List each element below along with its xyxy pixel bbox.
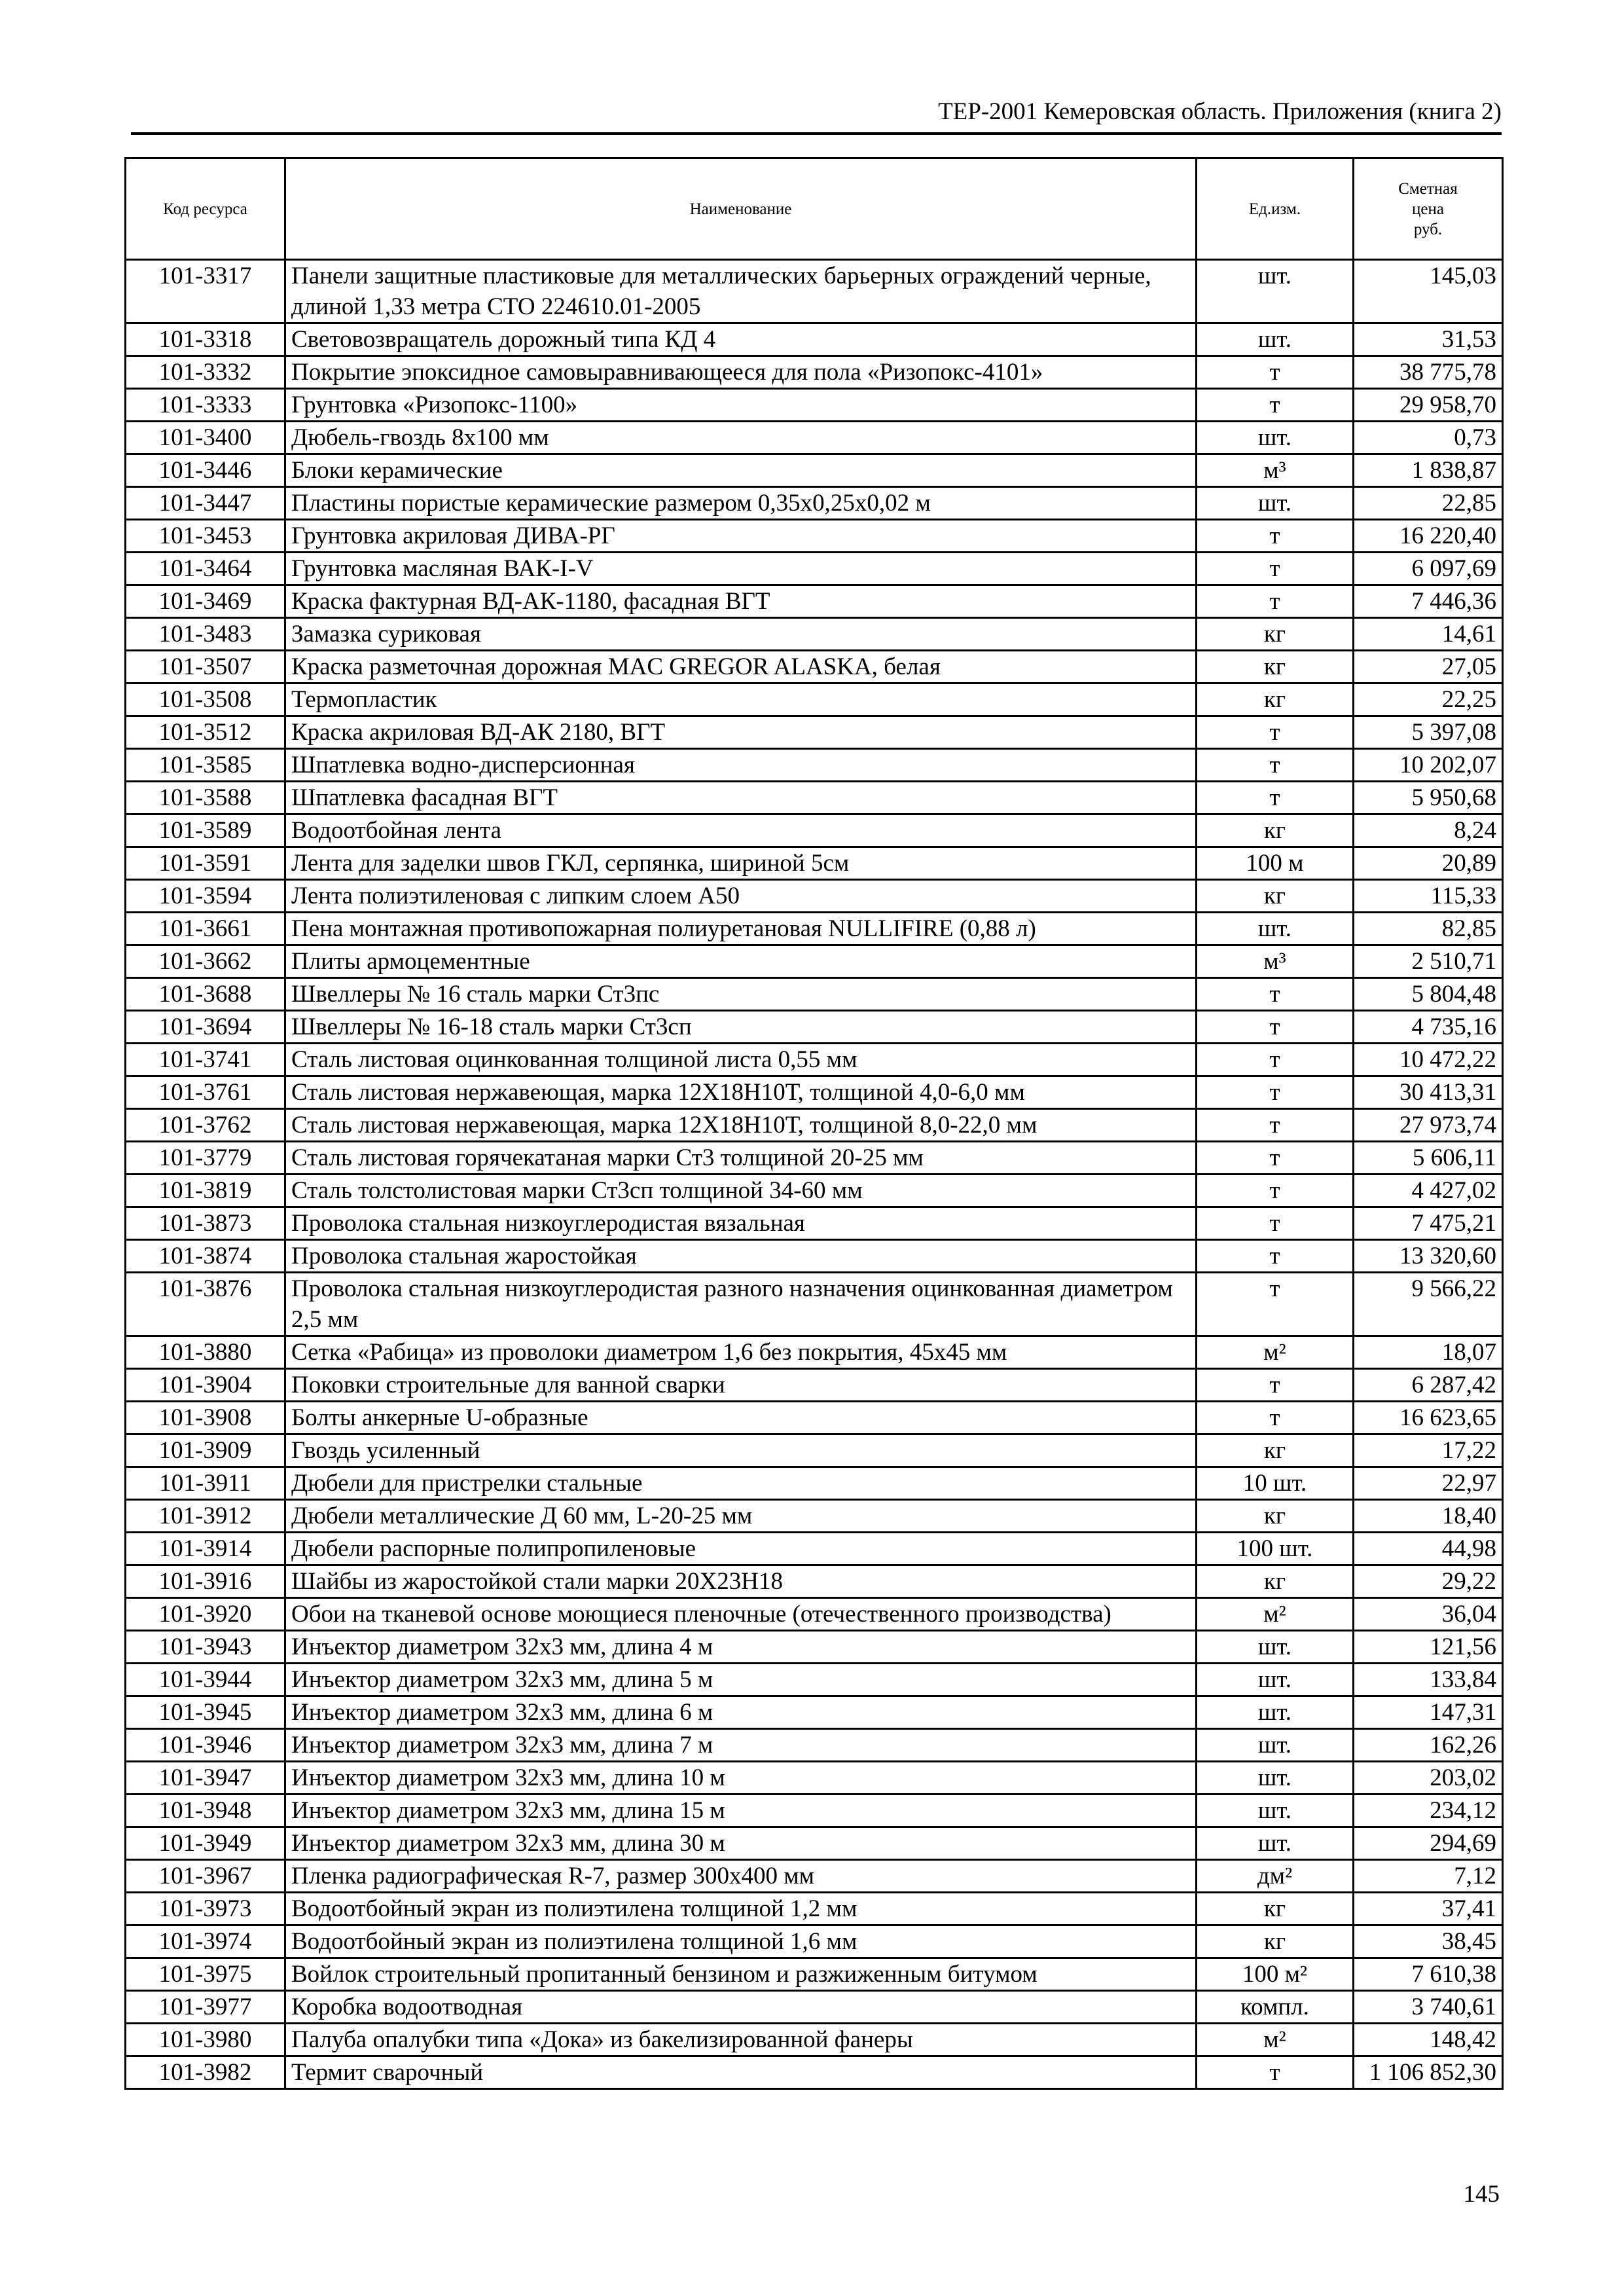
row-unit: шт. [1197,487,1354,520]
row-code: 101-3400 [126,422,285,454]
row-name: Термопластик [285,683,1197,716]
row-code: 101-3949 [126,1827,285,1860]
row-code: 101-3594 [126,880,285,913]
table-row [126,1369,1503,1402]
table-row [126,1533,1503,1565]
row-unit: шт. [1197,422,1354,454]
table-row [126,356,1503,389]
row-code: 101-3694 [126,1011,285,1044]
row-name: Световозвращатель дорожный типа КД 4 [285,323,1197,356]
row-code: 101-3318 [126,323,285,356]
row-name: Замазка суриковая [285,618,1197,651]
column-header-name: Наименование [285,158,1197,260]
table-row [126,651,1503,683]
row-unit: м² [1197,1598,1354,1631]
table-row [126,1273,1503,1336]
row-name: Швеллеры № 16-18 сталь марки Ст3сп [285,1011,1197,1044]
row-unit: т [1197,520,1354,553]
row-code: 101-3469 [126,585,285,618]
row-code: 101-3948 [126,1795,285,1827]
table-row [126,422,1503,454]
row-price: 37,41 [1354,1893,1503,1925]
row-name: Палуба опалубки типа «Дока» из бакелизированной фанеры [285,2024,1197,2056]
row-price: 133,84 [1354,1664,1503,1696]
row-name: Шпатлевка фасадная ВГТ [285,782,1197,814]
row-code: 101-3447 [126,487,285,520]
row-price: 29,22 [1354,1565,1503,1598]
row-unit: шт. [1197,1762,1354,1795]
column-header-price-line1: Сметная [1398,179,1458,198]
table-row [126,1467,1503,1500]
row-price: 22,85 [1354,487,1503,520]
row-name: Дюбели распорные полипропиленовые [285,1533,1197,1565]
row-price: 234,12 [1354,1795,1503,1827]
row-name: Дюбель-гвоздь 8х100 мм [285,422,1197,454]
row-code: 101-3911 [126,1467,285,1500]
row-code: 101-3880 [126,1336,285,1369]
row-code: 101-3446 [126,454,285,487]
row-price: 4 735,16 [1354,1011,1503,1044]
row-name: Инъектор диаметром 32х3 мм, длина 10 м [285,1762,1197,1795]
row-unit: т [1197,389,1354,422]
row-price: 7,12 [1354,1860,1503,1893]
row-unit: т [1197,782,1354,814]
row-name: Войлок строительный пропитанный бензином и разжиженным битумом [285,1958,1197,1991]
column-header-price-line2: цена [1412,200,1444,218]
row-price: 5 397,08 [1354,716,1503,749]
row-code: 101-3973 [126,1893,285,1925]
table-row [126,1109,1503,1142]
row-code: 101-3317 [126,260,285,323]
row-unit: кг [1197,618,1354,651]
table-row [126,1434,1503,1467]
row-price: 22,25 [1354,683,1503,716]
row-unit: кг [1197,683,1354,716]
row-name: Краска акриловая ВД-АК 2180, ВГТ [285,716,1197,749]
row-code: 101-3945 [126,1696,285,1729]
row-price: 22,97 [1354,1467,1503,1500]
table-row [126,1958,1503,1991]
table-row [126,1142,1503,1175]
row-price: 17,22 [1354,1434,1503,1467]
table-header-row [126,158,1503,260]
row-unit: кг [1197,1434,1354,1467]
row-code: 101-3908 [126,1402,285,1434]
row-code: 101-3944 [126,1664,285,1696]
row-price: 10 472,22 [1354,1044,1503,1076]
table-row [126,1827,1503,1860]
row-price: 6 097,69 [1354,553,1503,585]
row-price: 148,42 [1354,2024,1503,2056]
table-row [126,553,1503,585]
row-price: 145,03 [1354,260,1503,323]
row-price: 16 623,65 [1354,1402,1503,1434]
table-row [126,1240,1503,1273]
row-code: 101-3761 [126,1076,285,1109]
table-row [126,585,1503,618]
table-row [126,945,1503,978]
table-row [126,1729,1503,1762]
row-unit: шт. [1197,260,1354,323]
row-code: 101-3512 [126,716,285,749]
row-name: Пленка радиографическая R-7, размер 300х400 мм [285,1860,1197,1893]
row-unit: м³ [1197,454,1354,487]
row-price: 14,61 [1354,618,1503,651]
row-code: 101-3967 [126,1860,285,1893]
row-name: Инъектор диаметром 32х3 мм, длина 7 м [285,1729,1197,1762]
row-unit: 100 м [1197,847,1354,880]
row-unit: т [1197,2056,1354,2089]
row-code: 101-3483 [126,618,285,651]
column-header-price [1354,158,1503,260]
row-unit: м² [1197,1336,1354,1369]
table-row [126,1925,1503,1958]
row-price: 8,24 [1354,814,1503,847]
row-price: 7 446,36 [1354,585,1503,618]
row-price: 10 202,07 [1354,749,1503,782]
row-name: Инъектор диаметром 32х3 мм, длина 5 м [285,1664,1197,1696]
row-name: Плиты армоцементные [285,945,1197,978]
row-code: 101-3589 [126,814,285,847]
row-code: 101-3914 [126,1533,285,1565]
row-name: Панели защитные пластиковые для металлических барьерных ограждений черные, длиной 1,33 метра СТО 224610.01-2005 [285,260,1197,323]
row-price: 115,33 [1354,880,1503,913]
row-price: 1 106 852,30 [1354,2056,1503,2089]
table-row [126,1598,1503,1631]
row-name: Швеллеры № 16 сталь марки Ст3пс [285,978,1197,1011]
row-price: 294,69 [1354,1827,1503,1860]
row-name: Инъектор диаметром 32х3 мм, длина 30 м [285,1827,1197,1860]
row-name: Водоотбойный экран из полиэтилена толщиной 1,2 мм [285,1893,1197,1925]
row-name: Обои на тканевой основе моющиеся пленочные (отечественного производства) [285,1598,1197,1631]
row-name: Болты анкерные U-образные [285,1402,1197,1434]
table-row [126,618,1503,651]
column-header-price-line3: руб. [1413,220,1443,238]
row-price: 44,98 [1354,1533,1503,1565]
row-unit: т [1197,1273,1354,1336]
row-code: 101-3920 [126,1598,285,1631]
row-code: 101-3947 [126,1762,285,1795]
row-unit: т [1197,1109,1354,1142]
row-name: Шпатлевка водно-дисперсионная [285,749,1197,782]
row-name: Сталь листовая горячекатаная марки Ст3 толщиной 20-25 мм [285,1142,1197,1175]
row-unit: кг [1197,1565,1354,1598]
row-unit: дм² [1197,1860,1354,1893]
row-unit: кг [1197,880,1354,913]
row-name: Сталь листовая оцинкованная толщиной листа 0,55 мм [285,1044,1197,1076]
row-name: Инъектор диаметром 32х3 мм, длина 15 м [285,1795,1197,1827]
table-row [126,1011,1503,1044]
row-unit: шт. [1197,1696,1354,1729]
table-row [126,1207,1503,1240]
row-name: Коробка водоотводная [285,1991,1197,2024]
row-name: Грунтовка акриловая ДИВА-РГ [285,520,1197,553]
row-unit: 10 шт. [1197,1467,1354,1500]
row-price: 36,04 [1354,1598,1503,1631]
row-unit: шт. [1197,1795,1354,1827]
row-code: 101-3912 [126,1500,285,1533]
table-row [126,1696,1503,1729]
row-unit: т [1197,1207,1354,1240]
table-row [126,454,1503,487]
row-name: Дюбели металлические Д 60 мм, L-20-25 мм [285,1500,1197,1533]
table-row [126,487,1503,520]
row-code: 101-3762 [126,1109,285,1142]
row-price: 2 510,71 [1354,945,1503,978]
row-code: 101-3333 [126,389,285,422]
row-price: 5 950,68 [1354,782,1503,814]
table-row [126,847,1503,880]
row-name: Грунтовка «Ризопокс-1100» [285,389,1197,422]
table-row [126,1500,1503,1533]
row-code: 101-3946 [126,1729,285,1762]
row-name: Лента для заделки швов ГКЛ, серпянка, шириной 5см [285,847,1197,880]
table-row [126,520,1503,553]
row-unit: т [1197,553,1354,585]
row-unit: кг [1197,814,1354,847]
resource-table [124,157,1504,2090]
row-unit: 100 шт. [1197,1533,1354,1565]
row-name: Грунтовка масляная ВАК-I-V [285,553,1197,585]
row-code: 101-3975 [126,1958,285,1991]
row-unit: компл. [1197,1991,1354,2024]
row-name: Водоотбойный экран из полиэтилена толщиной 1,6 мм [285,1925,1197,1958]
row-code: 101-3585 [126,749,285,782]
row-price: 162,26 [1354,1729,1503,1762]
row-name: Поковки строительные для ванной сварки [285,1369,1197,1402]
row-unit: шт. [1197,1631,1354,1664]
row-code: 101-3591 [126,847,285,880]
row-price: 31,53 [1354,323,1503,356]
row-price: 7 610,38 [1354,1958,1503,1991]
table-row [126,749,1503,782]
row-price: 38 775,78 [1354,356,1503,389]
table-row [126,1762,1503,1795]
table-row [126,782,1503,814]
row-unit: т [1197,1175,1354,1207]
row-unit: т [1197,585,1354,618]
row-code: 101-3588 [126,782,285,814]
row-price: 5 804,48 [1354,978,1503,1011]
row-code: 101-3904 [126,1369,285,1402]
row-price: 27,05 [1354,651,1503,683]
row-price: 18,40 [1354,1500,1503,1533]
row-name: Сталь листовая нержавеющая, марка 12Х18Н10Т, толщиной 8,0-22,0 мм [285,1109,1197,1142]
row-unit: т [1197,1369,1354,1402]
table-row [126,683,1503,716]
page-header-title: ТЕР-2001 Кемеровская область. Приложения (книга 2) [938,98,1502,125]
table-row [126,1991,1503,2024]
row-code: 101-3507 [126,651,285,683]
row-name: Покрытие эпоксидное самовыравнивающееся для пола «Ризопокс-4101» [285,356,1197,389]
row-price: 5 606,11 [1354,1142,1503,1175]
row-price: 121,56 [1354,1631,1503,1664]
table-row [126,1044,1503,1076]
row-name: Лента полиэтиленовая с липким слоем А50 [285,880,1197,913]
row-price: 4 427,02 [1354,1175,1503,1207]
row-price: 38,45 [1354,1925,1503,1958]
row-name: Сетка «Рабица» из проволоки диаметром 1,6 без покрытия, 45х45 мм [285,1336,1197,1369]
row-price: 18,07 [1354,1336,1503,1369]
row-price: 20,89 [1354,847,1503,880]
row-unit: 100 м² [1197,1958,1354,1991]
row-name: Проволока стальная жаростойкая [285,1240,1197,1273]
table-row [126,2056,1503,2089]
row-name: Сталь толстолистовая марки Ст3сп толщиной 34-60 мм [285,1175,1197,1207]
row-price: 7 475,21 [1354,1207,1503,1240]
row-unit: шт. [1197,1729,1354,1762]
row-unit: м³ [1197,945,1354,978]
column-header-unit: Ед.изм. [1197,158,1354,260]
row-code: 101-3916 [126,1565,285,1598]
row-name: Краска разметочная дорожная MAC GREGOR ALASKA, белая [285,651,1197,683]
row-unit: т [1197,1076,1354,1109]
row-name: Шайбы из жаростойкой стали марки 20Х23Н18 [285,1565,1197,1598]
row-code: 101-3662 [126,945,285,978]
table-row [126,1175,1503,1207]
table-row [126,913,1503,945]
row-code: 101-3453 [126,520,285,553]
table-row [126,1631,1503,1664]
row-unit: т [1197,978,1354,1011]
row-unit: шт. [1197,1664,1354,1696]
row-code: 101-3741 [126,1044,285,1076]
row-code: 101-3873 [126,1207,285,1240]
row-unit: т [1197,1402,1354,1434]
table-row [126,2024,1503,2056]
row-price: 29 958,70 [1354,389,1503,422]
row-price: 3 740,61 [1354,1991,1503,2024]
row-code: 101-3974 [126,1925,285,1958]
table-row [126,1336,1503,1369]
table-row [126,389,1503,422]
table-row [126,1795,1503,1827]
row-name: Пластины пористые керамические размером 0,35х0,25х0,02 м [285,487,1197,520]
table-row [126,716,1503,749]
row-unit: т [1197,1011,1354,1044]
row-code: 101-3943 [126,1631,285,1664]
row-name: Дюбели для пристрелки стальные [285,1467,1197,1500]
row-code: 101-3779 [126,1142,285,1175]
row-unit: т [1197,1044,1354,1076]
row-price: 6 287,42 [1354,1369,1503,1402]
table-row [126,880,1503,913]
row-code: 101-3876 [126,1273,285,1336]
table-row [126,1664,1503,1696]
table-row [126,1076,1503,1109]
row-price: 13 320,60 [1354,1240,1503,1273]
row-price: 82,85 [1354,913,1503,945]
table-row [126,1565,1503,1598]
row-name: Термит сварочный [285,2056,1197,2089]
row-name: Водоотбойная лента [285,814,1197,847]
row-price: 30 413,31 [1354,1076,1503,1109]
row-code: 101-3977 [126,1991,285,2024]
row-unit: т [1197,749,1354,782]
row-unit: т [1197,356,1354,389]
row-name: Пена монтажная противопожарная полиуретановая NULLIFIRE (0,88 л) [285,913,1197,945]
column-header-code: Код ресурса [126,158,285,260]
row-price: 0,73 [1354,422,1503,454]
table-row [126,978,1503,1011]
row-unit: кг [1197,1925,1354,1958]
row-name: Гвоздь усиленный [285,1434,1197,1467]
row-code: 101-3909 [126,1434,285,1467]
table-row [126,1402,1503,1434]
row-name: Инъектор диаметром 32х3 мм, длина 4 м [285,1631,1197,1664]
row-unit: кг [1197,1500,1354,1533]
table-row [126,1893,1503,1925]
table-row [126,814,1503,847]
row-price: 203,02 [1354,1762,1503,1795]
row-name: Блоки керамические [285,454,1197,487]
table-row [126,323,1503,356]
row-unit: кг [1197,1893,1354,1925]
row-code: 101-3332 [126,356,285,389]
row-code: 101-3508 [126,683,285,716]
row-name: Проволока стальная низкоуглеродистая вязальная [285,1207,1197,1240]
row-unit: т [1197,1142,1354,1175]
page-number: 145 [1463,2181,1500,2208]
row-code: 101-3661 [126,913,285,945]
row-name: Краска фактурная ВД-АК-1180, фасадная ВГТ [285,585,1197,618]
row-code: 101-3464 [126,553,285,585]
row-price: 147,31 [1354,1696,1503,1729]
row-code: 101-3982 [126,2056,285,2089]
row-unit: шт. [1197,323,1354,356]
row-price: 16 220,40 [1354,520,1503,553]
row-name: Сталь листовая нержавеющая, марка 12Х18Н10Т, толщиной 4,0-6,0 мм [285,1076,1197,1109]
row-code: 101-3688 [126,978,285,1011]
row-code: 101-3980 [126,2024,285,2056]
row-unit: т [1197,716,1354,749]
header-rule [131,132,1502,135]
row-unit: шт. [1197,913,1354,945]
table-row [126,260,1503,323]
row-unit: кг [1197,651,1354,683]
row-unit: т [1197,1240,1354,1273]
table-row [126,1860,1503,1893]
row-code: 101-3874 [126,1240,285,1273]
row-price: 1 838,87 [1354,454,1503,487]
row-unit: м² [1197,2024,1354,2056]
row-code: 101-3819 [126,1175,285,1207]
row-name: Проволока стальная низкоуглеродистая разного назначения оцинкованная диаметром 2,5 мм [285,1273,1197,1336]
row-unit: шт. [1197,1827,1354,1860]
row-price: 27 973,74 [1354,1109,1503,1142]
row-name: Инъектор диаметром 32х3 мм, длина 6 м [285,1696,1197,1729]
row-price: 9 566,22 [1354,1273,1503,1336]
